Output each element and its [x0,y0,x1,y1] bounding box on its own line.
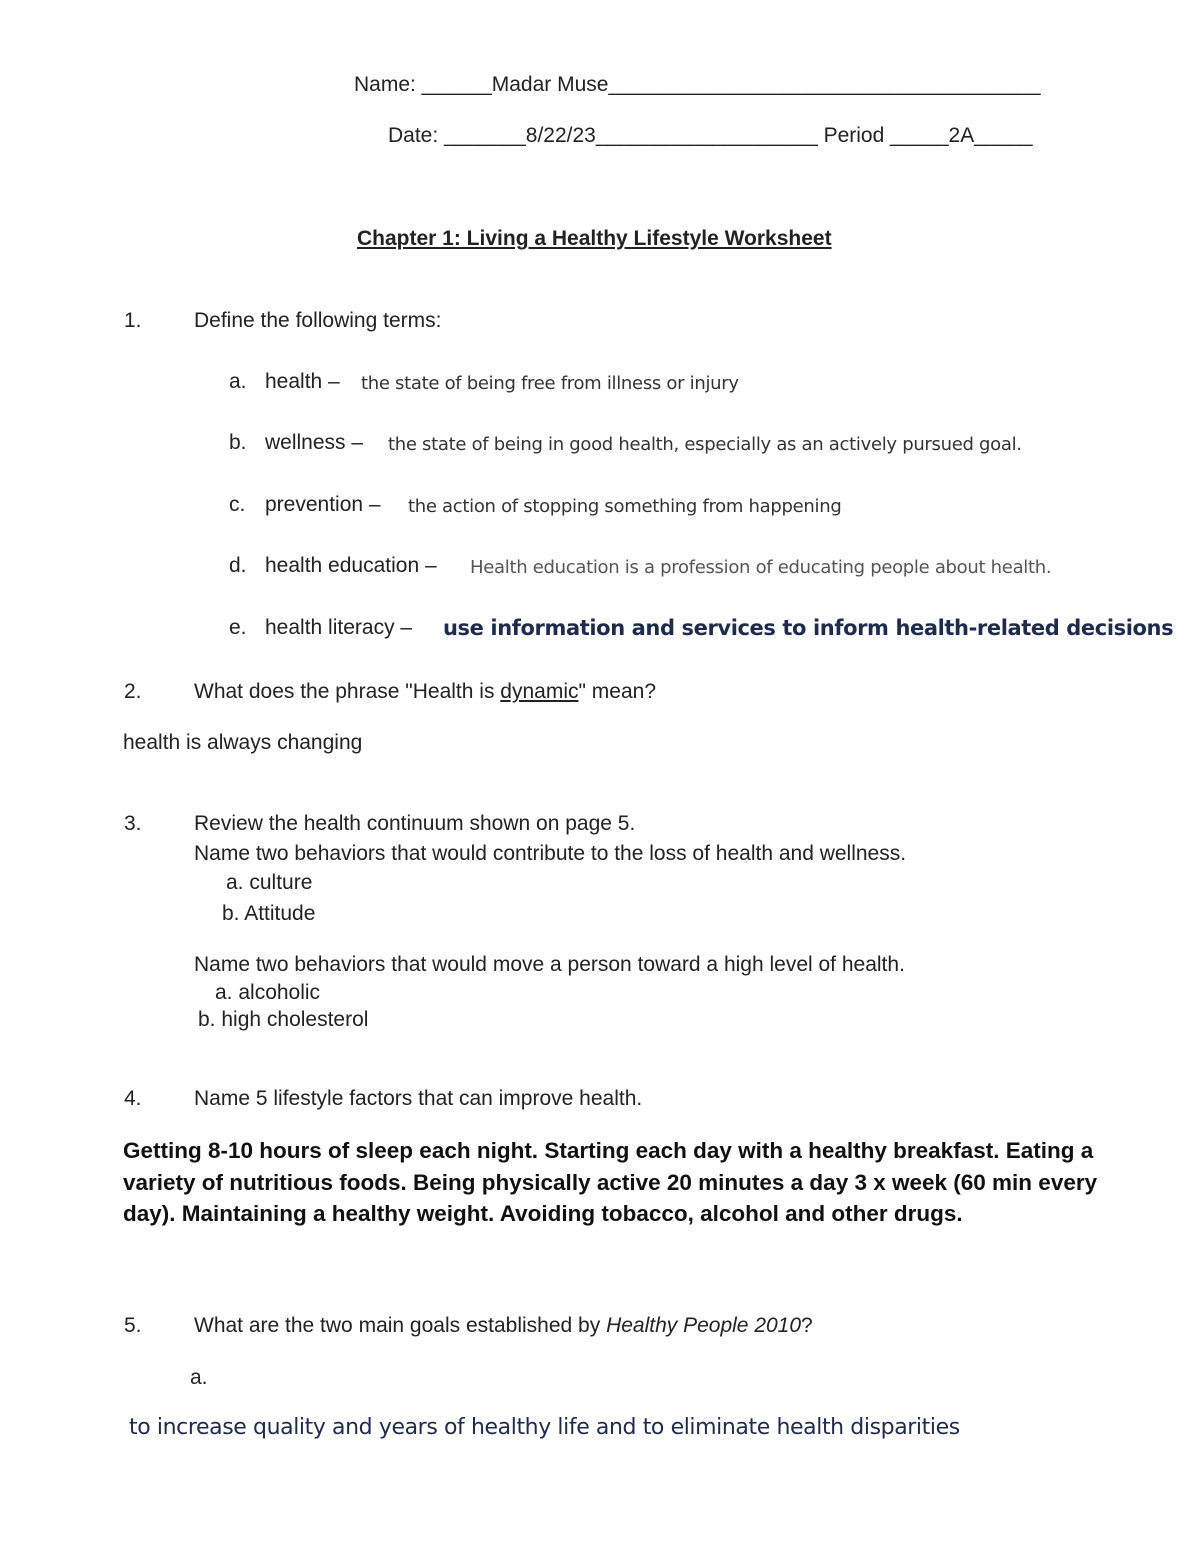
q3-loss-b: b. Attitude [222,902,316,925]
q3-gain-a: a. alcoholic [215,981,321,1004]
q2-answer: health is always changing [123,731,363,754]
q5-prompt-italic: Healthy People 2010 [606,1314,802,1337]
q4-prompt: Name 5 lifestyle factors that can improve health. [194,1087,643,1110]
q1b-answer: the state of being in good health, especially as an actively pursued goal. [388,434,1022,455]
q3-prompt-line2: Name two behaviors that would contribute to the loss of health and wellness. [194,842,907,865]
q1e-letter: e. [229,616,247,639]
q2-number: 2. [124,680,142,703]
q2-prompt-dynamic: dynamic [500,680,579,703]
q4-answer: Getting 8-10 hours of sleep each night. Starting each day with a healthy breakfast. Eating a variety of nutritious foods. Being physically active 20 minutes a day 3 x week (60 min every day). Maintaining a healthy weight. Avoiding tobacco, alcohol and other drugs. [123,1138,1098,1226]
q3-prompt-line1: Review the health continuum shown on page 5. [194,812,636,835]
q5-prompt-before: What are the two main goals established by [194,1314,607,1337]
q1d-letter: d. [229,554,247,577]
q1c-answer: the action of stopping something from happening [408,496,842,517]
q1b-term: wellness – [265,431,364,454]
q1d-answer: Health education is a profession of educating people about health. [470,557,1052,578]
q3-gain-b: b. high cholesterol [198,1008,369,1031]
q5-answer: to increase quality and years of healthy life and to eliminate health disparities [129,1415,960,1440]
q3-prompt-line3: Name two behaviors that would move a person toward a high level of health. [194,953,905,976]
q1a-answer: the state of being free from illness or injury [361,373,739,394]
q2-prompt [194,680,656,704]
q3-number: 3. [124,812,142,835]
q1a-letter: a. [229,370,247,393]
q3-loss-a: a. culture [226,871,313,894]
q1e-term: health literacy – [265,616,413,639]
q1c-term: prevention – [265,493,381,516]
q1-prompt: Define the following terms: [194,309,442,332]
date-period-line: Date: _______8/22/23___________________ Period _____2A_____ [388,124,1033,147]
q1c-letter: c. [229,493,246,516]
page-title: Chapter 1: Living a Healthy Lifestyle Worksheet [357,227,832,250]
q5-prompt [194,1314,813,1338]
q2-prompt-before: What does the phrase "Health is [194,680,501,703]
q2-prompt-after: " mean? [578,680,656,703]
q5-letter-a: a. [190,1366,208,1389]
q1-number: 1. [124,309,142,332]
q5-prompt-after: ? [801,1314,813,1337]
q1a-term: health – [265,370,340,393]
q1b-letter: b. [229,431,247,454]
q4-number: 4. [124,1087,142,1110]
q1e-answer: use information and services to inform health-related decisions [443,616,1174,640]
name-line: Name: ______Madar Muse_____________________________________ [354,73,1041,96]
q1d-term: health education – [265,554,437,577]
q5-number: 5. [124,1314,142,1337]
